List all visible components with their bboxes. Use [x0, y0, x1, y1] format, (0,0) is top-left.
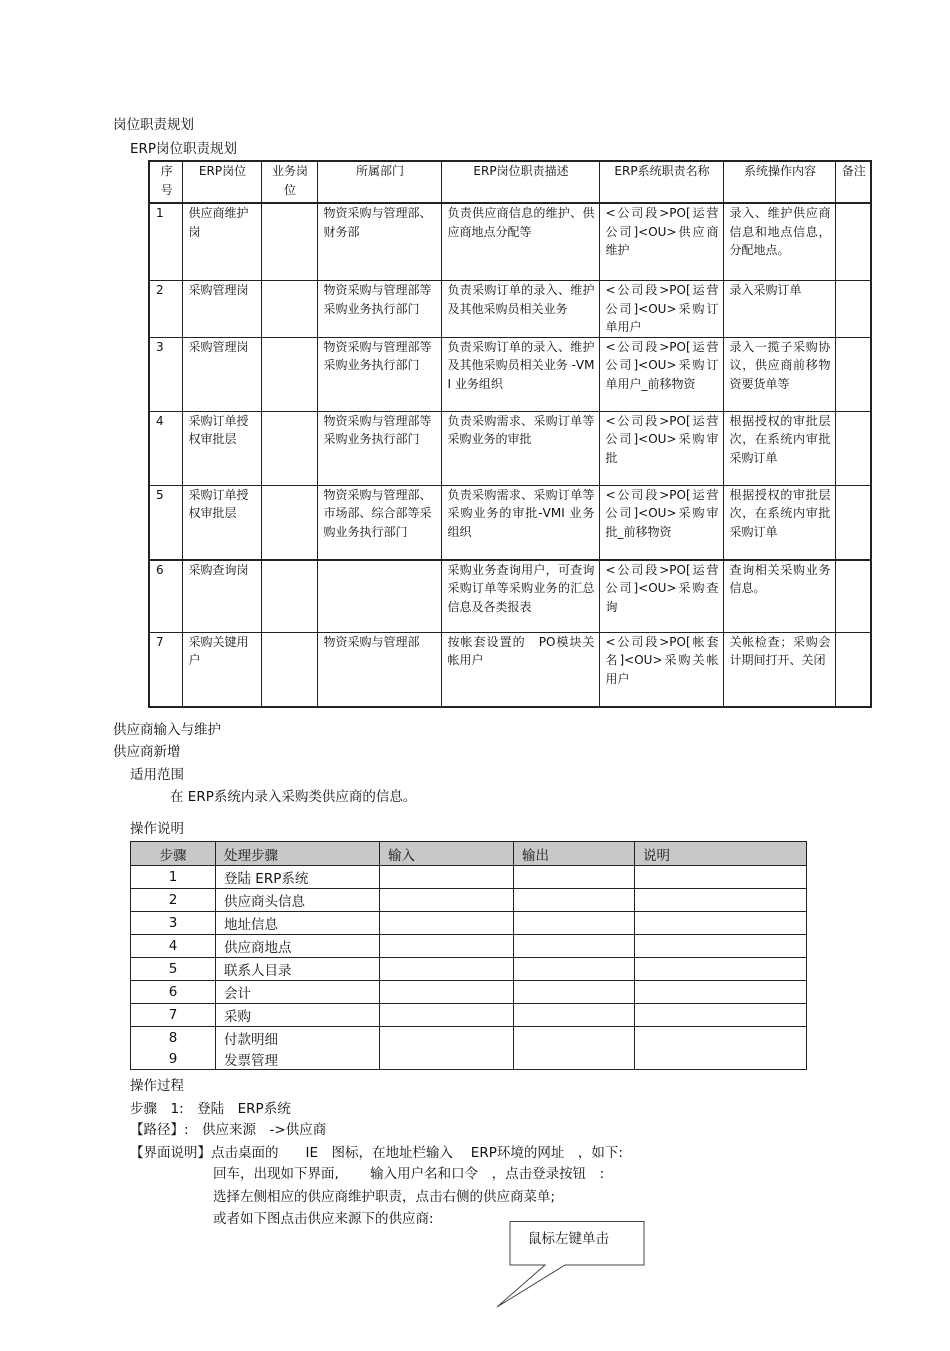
cell-dept [317, 560, 441, 633]
cell-ops: 录入、维护供应商信息和地点信息，分配地点。 [723, 203, 835, 281]
step-name: 采购 [216, 1004, 380, 1027]
table-row [131, 912, 807, 935]
col-header: 处理步骤 [216, 842, 380, 866]
callout-text: 鼠标左键单击 [528, 1231, 609, 1247]
cell-biz [261, 203, 317, 281]
cell-dept: 物资采购与管理部等采购业务执行部门 [317, 411, 441, 485]
cell-biz [261, 560, 317, 633]
section-heading: 岗位职责规划 [113, 117, 194, 133]
cell-role: 供应商维护岗 [182, 203, 261, 281]
step-input [380, 866, 514, 889]
path-text: 【路径】: 供应来源 ->供应商 [130, 1122, 327, 1138]
cell-desc: 负责供应商信息的维护、供应商地点分配等 [441, 203, 599, 281]
col-header: 业务岗位 [261, 161, 317, 203]
cell-note [835, 411, 871, 485]
scope-text: 在 ERP系统内录入采购类供应商的信息。 [170, 789, 417, 805]
step-input [380, 889, 514, 912]
step-note [635, 1004, 807, 1027]
role-table-header [149, 161, 871, 203]
cell-note [835, 281, 871, 338]
step-input [380, 1027, 514, 1050]
cell-no: 5 [149, 485, 182, 560]
cell-desc: 负责采购订单的录入、维护及其他采购员相关业务 [441, 281, 599, 338]
instruction-line: 选择左侧相应的供应商维护职责，点击右侧的供应商菜单; [213, 1189, 556, 1205]
cell-biz [261, 485, 317, 560]
ops-label: 操作说明 [130, 821, 184, 837]
step-output [514, 912, 635, 935]
step-no: 4 [131, 935, 216, 958]
cell-note [835, 203, 871, 281]
cell-biz [261, 281, 317, 338]
step-name: 登陆 ERP系统 [216, 866, 380, 889]
step-name: 供应商头信息 [216, 889, 380, 912]
step-name: 会计 [216, 981, 380, 1004]
step-note [635, 912, 807, 935]
col-header: 序号 [149, 161, 182, 203]
table-row [131, 1027, 807, 1050]
section-title: 供应商输入与维护 [113, 722, 221, 738]
cell-dept: 物资采购与管理部等采购业务执行部门 [317, 337, 441, 411]
col-header: 备注 [835, 161, 871, 203]
col-header: 系统操作内容 [723, 161, 835, 203]
step-name: 付款明细 [216, 1027, 380, 1050]
scope-label: 适用范围 [130, 767, 184, 783]
cell-no: 4 [149, 411, 182, 485]
table-row [149, 632, 871, 707]
cell-resp: <公司段>PO[运营公司]<OU>采购审批 [599, 411, 723, 485]
cell-note [835, 560, 871, 633]
table-row [149, 485, 871, 560]
step-name: 供应商地点 [216, 935, 380, 958]
step-no: 5 [131, 958, 216, 981]
role-table [148, 160, 872, 708]
cell-resp: <公司段>PO[运营公司]<OU>采购订单用户_前移物资 [599, 337, 723, 411]
step-input [380, 981, 514, 1004]
step-name: 地址信息 [216, 912, 380, 935]
table-row [131, 958, 807, 981]
table-row [149, 203, 871, 281]
cell-resp: <公司段>PO[运营公司]<OU>采购订单用户 [599, 281, 723, 338]
cell-note [835, 337, 871, 411]
col-header: 步骤 [131, 842, 216, 866]
cell-desc: 负责采购订单的录入、维护及其他采购员相关业务 -VMI 业务组织 [441, 337, 599, 411]
step-1-title: 步骤 1: 登陆 ERP系统 [130, 1101, 291, 1117]
table-row [131, 866, 807, 889]
cell-desc: 负责采购需求、采购订单等采购业务的审批-VMI 业务组织 [441, 485, 599, 560]
cell-resp: <公司段>PO[帐套名]<OU>采购关帐用户 [599, 632, 723, 707]
step-name: 联系人目录 [216, 958, 380, 981]
ui-description: 【界面说明】点击桌面的 IE 图标，在地址栏输入 ERP环境的网址 ，如下: [130, 1145, 623, 1161]
cell-note [835, 485, 871, 560]
step-output [514, 1049, 635, 1070]
step-input [380, 1049, 514, 1070]
cell-resp: <公司段>PO[运营公司]<OU>采购查询 [599, 560, 723, 633]
cell-role: 采购订单授权审批层 [182, 485, 261, 560]
step-note [635, 958, 807, 981]
cell-dept: 物资采购与管理部、财务部 [317, 203, 441, 281]
col-header: 说明 [635, 842, 807, 866]
step-name: 发票管理 [216, 1049, 380, 1070]
table-row [149, 281, 871, 338]
instruction-line: 或者如下图点击供应来源下的供应商: [213, 1211, 434, 1227]
table-row [131, 1004, 807, 1027]
cell-role: 采购管理岗 [182, 281, 261, 338]
step-no: 8 [131, 1027, 216, 1050]
cell-biz [261, 632, 317, 707]
col-header: 所属部门 [317, 161, 441, 203]
cell-role: 采购查询岗 [182, 560, 261, 633]
cell-desc: 负责采购需求、采购订单等采购业务的审批 [441, 411, 599, 485]
cell-no: 6 [149, 560, 182, 633]
step-output [514, 958, 635, 981]
cell-biz [261, 411, 317, 485]
step-output [514, 1027, 635, 1050]
table-row [131, 889, 807, 912]
step-output [514, 981, 635, 1004]
step-note [635, 935, 807, 958]
cell-role: 采购订单授权审批层 [182, 411, 261, 485]
step-input [380, 912, 514, 935]
step-input [380, 1004, 514, 1027]
step-no: 2 [131, 889, 216, 912]
cell-resp: <公司段>PO[运营公司]<OU>供应商维护 [599, 203, 723, 281]
cell-dept: 物资采购与管理部、市场部、综合部等采购业务执行部门 [317, 485, 441, 560]
callout-bubble [510, 1221, 644, 1265]
cell-biz [261, 337, 317, 411]
cell-role: 采购管理岗 [182, 337, 261, 411]
cell-resp: <公司段>PO[运营公司]<OU>采购审批_前移物资 [599, 485, 723, 560]
cell-no: 3 [149, 337, 182, 411]
col-header: ERP岗位职责描述 [441, 161, 599, 203]
process-label: 操作过程 [130, 1078, 184, 1094]
step-output [514, 889, 635, 912]
step-no: 1 [131, 866, 216, 889]
step-output [514, 1004, 635, 1027]
cell-ops: 查询相关采购业务信息。 [723, 560, 835, 633]
steps-table [130, 841, 807, 1070]
cell-dept: 物资采购与管理部 [317, 632, 441, 707]
cell-ops: 根据授权的审批层次，在系统内审批采购订单 [723, 411, 835, 485]
table-row [131, 1049, 807, 1070]
subsection-heading: ERP岗位职责规划 [130, 141, 238, 157]
step-note [635, 866, 807, 889]
cell-no: 2 [149, 281, 182, 338]
table-row [149, 337, 871, 411]
table-row [131, 981, 807, 1004]
step-note [635, 889, 807, 912]
step-note [635, 1027, 807, 1050]
table-row [131, 935, 807, 958]
step-no: 6 [131, 981, 216, 1004]
step-no: 9 [131, 1049, 216, 1070]
cell-role: 采购关键用户 [182, 632, 261, 707]
step-no: 3 [131, 912, 216, 935]
step-note [635, 1049, 807, 1070]
cell-note [835, 632, 871, 707]
step-output [514, 866, 635, 889]
cell-dept: 物资采购与管理部等采购业务执行部门 [317, 281, 441, 338]
cell-no: 1 [149, 203, 182, 281]
instruction-line: 回车，出现如下界面, 输入用户名和口令 ，点击登录按钮 : [213, 1166, 605, 1182]
table-row [149, 411, 871, 485]
cell-desc: 按帐套设置的 PO模块关帐用户 [441, 632, 599, 707]
cell-ops: 关帐检查；采购会计期间打开、关闭 [723, 632, 835, 707]
cell-desc: 采购业务查询用户，可查询采购订单等采购业务的汇总信息及各类报表 [441, 560, 599, 633]
cell-ops: 根据授权的审批层次，在系统内审批采购订单 [723, 485, 835, 560]
step-output [514, 935, 635, 958]
cell-no: 7 [149, 632, 182, 707]
cell-ops: 录入采购订单 [723, 281, 835, 338]
col-header: 输入 [380, 842, 514, 866]
section-subtitle: 供应商新增 [113, 744, 181, 760]
table-row [149, 560, 871, 633]
step-note [635, 981, 807, 1004]
step-input [380, 958, 514, 981]
cell-ops: 录入一揽子采购协议，供应商前移物资要货单等 [723, 337, 835, 411]
col-header: 输出 [514, 842, 635, 866]
col-header: ERP系统职责名称 [599, 161, 723, 203]
col-header: ERP岗位 [182, 161, 261, 203]
steps-table-header [131, 842, 807, 866]
step-no: 7 [131, 1004, 216, 1027]
step-input [380, 935, 514, 958]
